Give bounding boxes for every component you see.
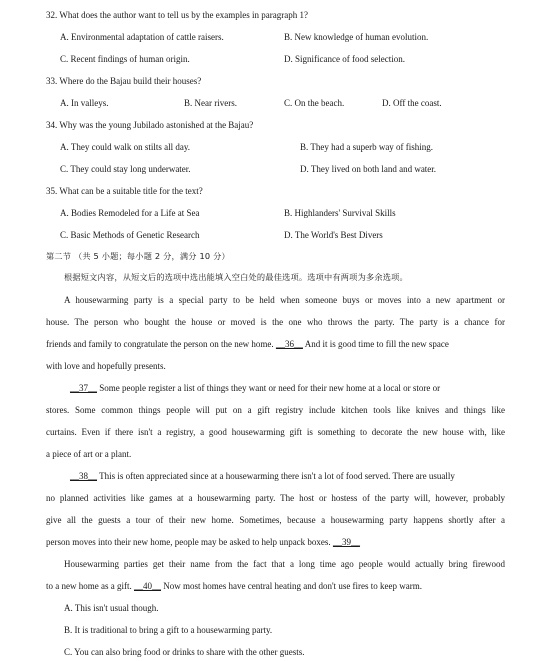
question-33-option-c: C. On the beach.: [284, 98, 345, 108]
passage-p3-line-4: [46, 538, 360, 547]
question-34-option-a: A. They could walk on stilts all day.: [60, 142, 190, 152]
passage-p3-line-2: no planned activities like games at a housewarming party. The host or hostess of the party will, however, probably: [46, 493, 505, 503]
question-35-option-c: C. Basic Methods of Genetic Research: [60, 230, 200, 240]
passage-p3-line-1-text: This is often appreciated since at a housewarming there isn't a lot of food served. There are usually: [97, 471, 455, 481]
choice-c: C. You can also bring food or drinks to share with the other guests.: [64, 647, 305, 657]
passage-p1-line-2: house. The person who bought the house or moved is the one who throws the party. The party is a chance for: [46, 317, 505, 327]
passage-p2-line-3: curtains. Even if there isn't a registry, a good housewarming gift is something to decorate the new house with, like: [46, 427, 505, 437]
passage-p1-line-1: A housewarming party is a special party to be held when someone buys or moves into a new apartment or: [64, 295, 505, 305]
passage-p2-line-1-text: Some people register a list of things they want or need for their new home at a local or store or: [97, 383, 441, 393]
section-heading: 第二节 （共 5 小题；每小题 2 分，满分 10 分）: [46, 251, 230, 261]
question-33-option-b: B. Near rivers.: [184, 98, 237, 108]
choice-a: A. This isn't usual though.: [64, 603, 159, 613]
passage-p4-line-2-start: to a new home as a gift.: [46, 581, 134, 591]
question-35-stem: 35. What can be a suitable title for the text?: [46, 186, 203, 196]
passage-p1-line-3-start: friends and family to congratulate the person on the new home.: [46, 339, 276, 349]
passage-p1-line-3: [46, 340, 449, 349]
question-35-option-b: B. Highlanders' Survival Skills: [284, 208, 396, 218]
question-32-option-d: D. Significance of food selection.: [284, 54, 405, 64]
question-32-stem: 32. What does the author want to tell us by the examples in paragraph 1?: [46, 10, 309, 20]
passage-p2-line-4: a piece of art or a plant.: [46, 449, 132, 459]
blank-38: __38__: [70, 471, 97, 481]
section-instruction: 根据短文内容，从短文后的选项中选出能填入空白处的最佳选项。选项中有两项为多余选项。: [64, 272, 408, 282]
passage-p4-line-2-end: Now most homes have central heating and don't use fires to keep warm.: [160, 581, 423, 591]
question-35-option-a: A. Bodies Remodeled for a Life at Sea: [60, 208, 200, 218]
question-32-option-b: B. New knowledge of human evolution.: [284, 32, 429, 42]
passage-p1-line-3-end: And it is good time to fill the new space: [302, 339, 449, 349]
blank-36: __36__: [275, 339, 303, 349]
question-32-option-c: C. Recent findings of human origin.: [60, 54, 190, 64]
passage-p1-line-4: with love and hopefully presents.: [46, 361, 166, 371]
passage-p2-line-2: stores. Some common things people will put on a gift registry include kitchen tools like knives and things like: [46, 405, 505, 415]
passage-p3-line-3: give all the guests a tour of their new home. Sometimes, because a housewarming party happens shortly after a: [46, 515, 505, 525]
blank-37: __37__: [70, 383, 97, 393]
passage-p2-line-1: [70, 384, 440, 393]
passage-p4-line-1: Housewarming parties get their name from the fact that a long time ago people would actually bring firewood: [64, 559, 505, 569]
passage-p4-line-2: [46, 582, 422, 591]
passage-p3-line-1: [70, 472, 455, 481]
question-34-option-c: C. They could stay long underwater.: [60, 164, 191, 174]
choice-b: B. It is traditional to bring a gift to a housewarming party.: [64, 625, 273, 635]
question-34-stem: 34. Why was the young Jubilado astonished at the Bajau?: [46, 120, 254, 130]
question-34-option-d: D. They lived on both land and water.: [300, 164, 437, 174]
question-33-option-a: A. In valleys.: [60, 98, 109, 108]
question-33-stem: 33. Where do the Bajau build their houses?: [46, 76, 202, 86]
passage-p3-line-4-text: person moves into their new home, people may be asked to help unpack boxes.: [46, 537, 333, 547]
question-35-option-d: D. The World's Best Divers: [284, 230, 383, 240]
question-32-option-a: A. Environmental adaptation of cattle raisers.: [60, 32, 224, 42]
blank-40: __40__: [133, 581, 161, 591]
question-34-option-b: B. They had a superb way of fishing.: [300, 142, 434, 152]
question-33-option-d: D. Off the coast.: [382, 98, 442, 108]
blank-39: __39__: [332, 537, 360, 547]
